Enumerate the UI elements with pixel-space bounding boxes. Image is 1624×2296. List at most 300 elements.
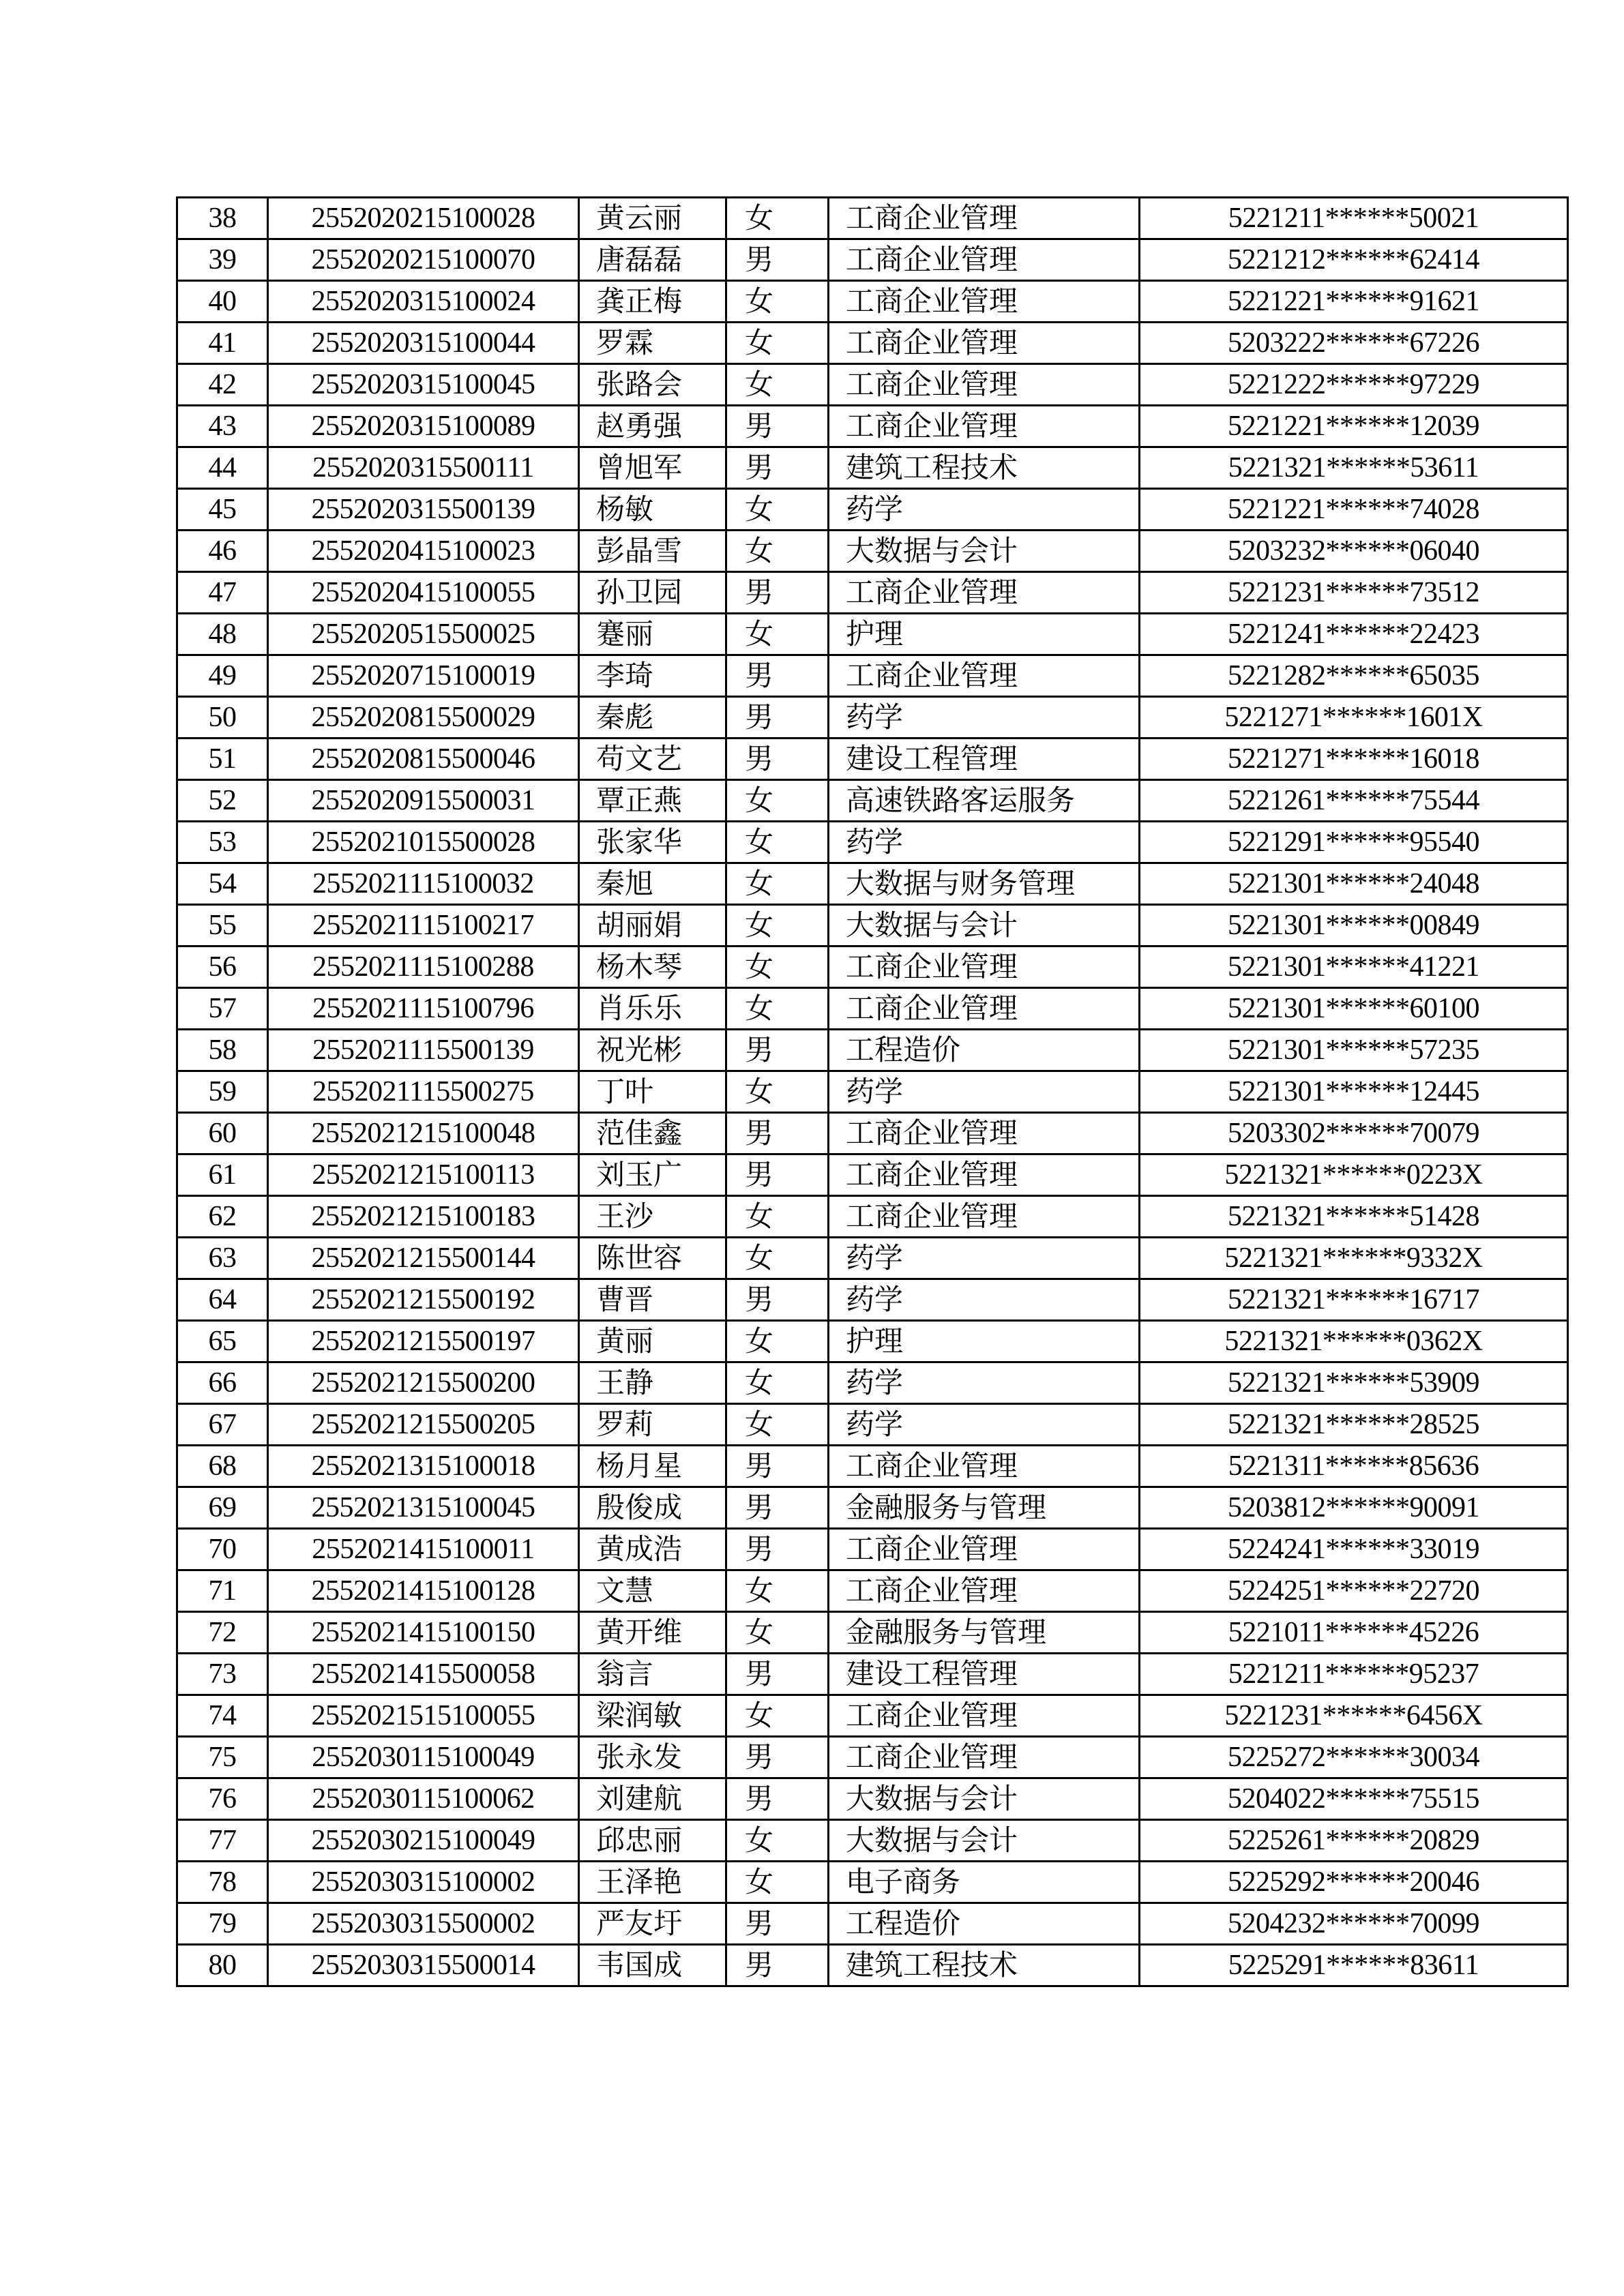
student-id-cell: 2552030115100062: [268, 1778, 579, 1820]
sex-cell: 男: [726, 1903, 829, 1945]
student-id-cell: 2552021115100217: [268, 905, 579, 946]
name-cell: 赵勇强: [579, 406, 726, 447]
row-number-cell: 71: [177, 1570, 268, 1612]
id-number-cell: 5221301******12445: [1140, 1071, 1568, 1113]
row-number-cell: 58: [177, 1030, 268, 1071]
student-id-cell: 2552021115100032: [268, 863, 579, 905]
table-row: [177, 1612, 1568, 1654]
sex-cell: 男: [726, 406, 829, 447]
table-row: [177, 1737, 1568, 1778]
major-cell: 建设工程管理: [829, 739, 1140, 780]
major-cell: 工程造价: [829, 1030, 1140, 1071]
student-id-cell: 2552021415100150: [268, 1612, 579, 1654]
id-number-cell: 5221311******85636: [1140, 1446, 1568, 1487]
student-roster-table: [176, 196, 1569, 1987]
id-number-cell: 5225272******30034: [1140, 1737, 1568, 1778]
name-cell: 刘玉广: [579, 1154, 726, 1196]
sex-cell: 男: [726, 572, 829, 614]
student-id-cell: 2552030315100002: [268, 1862, 579, 1903]
student-id-cell: 2552021315100045: [268, 1487, 579, 1529]
major-cell: 大数据与会计: [829, 1778, 1140, 1820]
major-cell: 金融服务与管理: [829, 1487, 1140, 1529]
table-row: [177, 1862, 1568, 1903]
student-id-cell: 2552030315500002: [268, 1903, 579, 1945]
major-cell: 工商企业管理: [829, 1154, 1140, 1196]
student-id-cell: 2552020315500111: [268, 447, 579, 489]
sex-cell: 女: [726, 1695, 829, 1737]
major-cell: 建筑工程技术: [829, 447, 1140, 489]
row-number-cell: 54: [177, 863, 268, 905]
id-number-cell: 5221261******75544: [1140, 780, 1568, 822]
id-number-cell: 5203812******90091: [1140, 1487, 1568, 1529]
student-id-cell: 2552021115100288: [268, 946, 579, 988]
name-cell: 严友圩: [579, 1903, 726, 1945]
id-number-cell: 5221011******45226: [1140, 1612, 1568, 1654]
sex-cell: 男: [726, 239, 829, 281]
student-id-cell: 2552030115100049: [268, 1737, 579, 1778]
name-cell: 张路会: [579, 364, 726, 406]
sex-cell: 女: [726, 905, 829, 946]
sex-cell: 女: [726, 1404, 829, 1446]
row-number-cell: 80: [177, 1945, 268, 1986]
name-cell: 范佳鑫: [579, 1113, 726, 1154]
name-cell: 王沙: [579, 1196, 726, 1238]
name-cell: 秦旭: [579, 863, 726, 905]
sex-cell: 女: [726, 1570, 829, 1612]
table-row: [177, 1654, 1568, 1695]
name-cell: 陈世容: [579, 1238, 726, 1279]
table-row: [177, 1362, 1568, 1404]
id-number-cell: 5203222******67226: [1140, 323, 1568, 364]
table-row: [177, 1196, 1568, 1238]
major-cell: 工商企业管理: [829, 1737, 1140, 1778]
table-row: [177, 1321, 1568, 1362]
id-number-cell: 5221321******0362X: [1140, 1321, 1568, 1362]
student-id-cell: 2552020315500139: [268, 489, 579, 531]
sex-cell: 男: [726, 697, 829, 739]
major-cell: 护理: [829, 1321, 1140, 1362]
student-id-cell: 2552021215100048: [268, 1113, 579, 1154]
major-cell: 工程造价: [829, 1903, 1140, 1945]
table-row: [177, 1529, 1568, 1570]
row-number-cell: 70: [177, 1529, 268, 1570]
name-cell: 龚正梅: [579, 281, 726, 323]
name-cell: 梁润敏: [579, 1695, 726, 1737]
row-number-cell: 73: [177, 1654, 268, 1695]
table-row: [177, 988, 1568, 1030]
student-id-cell: 2552020415100023: [268, 531, 579, 572]
table-row: [177, 531, 1568, 572]
table-row: [177, 1903, 1568, 1945]
row-number-cell: 50: [177, 697, 268, 739]
name-cell: 翁言: [579, 1654, 726, 1695]
row-number-cell: 69: [177, 1487, 268, 1529]
row-number-cell: 53: [177, 822, 268, 863]
id-number-cell: 5221321******0223X: [1140, 1154, 1568, 1196]
major-cell: 大数据与财务管理: [829, 863, 1140, 905]
major-cell: 工商企业管理: [829, 364, 1140, 406]
table-row: [177, 406, 1568, 447]
major-cell: 药学: [829, 1238, 1140, 1279]
major-cell: 大数据与会计: [829, 905, 1140, 946]
major-cell: 建筑工程技术: [829, 1945, 1140, 1986]
sex-cell: 女: [726, 1820, 829, 1862]
table-row: [177, 739, 1568, 780]
sex-cell: 男: [726, 739, 829, 780]
id-number-cell: 5221321******53909: [1140, 1362, 1568, 1404]
row-number-cell: 79: [177, 1903, 268, 1945]
table-row: [177, 614, 1568, 655]
table-row: [177, 1404, 1568, 1446]
name-cell: 秦彪: [579, 697, 726, 739]
row-number-cell: 63: [177, 1238, 268, 1279]
table-row: [177, 1570, 1568, 1612]
sex-cell: 女: [726, 988, 829, 1030]
sex-cell: 女: [726, 323, 829, 364]
name-cell: 张永发: [579, 1737, 726, 1778]
row-number-cell: 77: [177, 1820, 268, 1862]
name-cell: 丁叶: [579, 1071, 726, 1113]
name-cell: 唐磊磊: [579, 239, 726, 281]
id-number-cell: 5221321******28525: [1140, 1404, 1568, 1446]
major-cell: 工商企业管理: [829, 1695, 1140, 1737]
table-row: [177, 1279, 1568, 1321]
sex-cell: 男: [726, 1154, 829, 1196]
id-number-cell: 5221271******16018: [1140, 739, 1568, 780]
student-id-cell: 2552030315500014: [268, 1945, 579, 1986]
table-row: [177, 1071, 1568, 1113]
id-number-cell: 5221221******91621: [1140, 281, 1568, 323]
name-cell: 罗莉: [579, 1404, 726, 1446]
sex-cell: 女: [726, 1612, 829, 1654]
table-row: [177, 572, 1568, 614]
major-cell: 高速铁路客运服务: [829, 780, 1140, 822]
id-number-cell: 5204022******75515: [1140, 1778, 1568, 1820]
name-cell: 彭晶雪: [579, 531, 726, 572]
id-number-cell: 5221301******41221: [1140, 946, 1568, 988]
student-id-cell: 2552020515500025: [268, 614, 579, 655]
major-cell: 工商企业管理: [829, 323, 1140, 364]
table-row: [177, 281, 1568, 323]
row-number-cell: 76: [177, 1778, 268, 1820]
row-number-cell: 51: [177, 739, 268, 780]
sex-cell: 女: [726, 822, 829, 863]
id-number-cell: 5225261******20829: [1140, 1820, 1568, 1862]
major-cell: 工商企业管理: [829, 406, 1140, 447]
id-number-cell: 5221231******6456X: [1140, 1695, 1568, 1737]
table-row: [177, 1695, 1568, 1737]
student-id-cell: 2552020815500029: [268, 697, 579, 739]
major-cell: 大数据与会计: [829, 1820, 1140, 1862]
id-number-cell: 5204232******70099: [1140, 1903, 1568, 1945]
student-id-cell: 2552030215100049: [268, 1820, 579, 1862]
name-cell: 黄开维: [579, 1612, 726, 1654]
student-id-cell: 2552020215100028: [268, 198, 579, 239]
student-id-cell: 2552020315100045: [268, 364, 579, 406]
name-cell: 邱忠丽: [579, 1820, 726, 1862]
name-cell: 黄成浩: [579, 1529, 726, 1570]
id-number-cell: 5221212******62414: [1140, 239, 1568, 281]
row-number-cell: 64: [177, 1279, 268, 1321]
name-cell: 杨月星: [579, 1446, 726, 1487]
sex-cell: 男: [726, 1654, 829, 1695]
sex-cell: 男: [726, 447, 829, 489]
major-cell: 工商企业管理: [829, 1196, 1140, 1238]
row-number-cell: 78: [177, 1862, 268, 1903]
table-row: [177, 780, 1568, 822]
name-cell: 黄云丽: [579, 198, 726, 239]
sex-cell: 女: [726, 531, 829, 572]
student-id-cell: 2552021215500197: [268, 1321, 579, 1362]
sex-cell: 女: [726, 1071, 829, 1113]
name-cell: 苟文艺: [579, 739, 726, 780]
name-cell: 杨敏: [579, 489, 726, 531]
table-row: [177, 1446, 1568, 1487]
sex-cell: 男: [726, 1446, 829, 1487]
major-cell: 工商企业管理: [829, 988, 1140, 1030]
row-number-cell: 43: [177, 406, 268, 447]
major-cell: 工商企业管理: [829, 655, 1140, 697]
name-cell: 蹇丽: [579, 614, 726, 655]
sex-cell: 女: [726, 1362, 829, 1404]
id-number-cell: 5221241******22423: [1140, 614, 1568, 655]
student-id-cell: 2552021215100183: [268, 1196, 579, 1238]
row-number-cell: 46: [177, 531, 268, 572]
table-row: [177, 239, 1568, 281]
id-number-cell: 5221301******60100: [1140, 988, 1568, 1030]
id-number-cell: 5203302******70079: [1140, 1113, 1568, 1154]
table-row: [177, 1487, 1568, 1529]
major-cell: 药学: [829, 1279, 1140, 1321]
name-cell: 罗霖: [579, 323, 726, 364]
major-cell: 药学: [829, 697, 1140, 739]
major-cell: 工商企业管理: [829, 1570, 1140, 1612]
id-number-cell: 5221221******12039: [1140, 406, 1568, 447]
name-cell: 覃正燕: [579, 780, 726, 822]
major-cell: 护理: [829, 614, 1140, 655]
student-id-cell: 2552021215500144: [268, 1238, 579, 1279]
student-id-cell: 2552020815500046: [268, 739, 579, 780]
name-cell: 王泽艳: [579, 1862, 726, 1903]
sex-cell: 男: [726, 1945, 829, 1986]
major-cell: 药学: [829, 489, 1140, 531]
sex-cell: 女: [726, 946, 829, 988]
major-cell: 工商企业管理: [829, 1529, 1140, 1570]
row-number-cell: 55: [177, 905, 268, 946]
student-id-cell: 2552021015500028: [268, 822, 579, 863]
student-id-cell: 2552021115500139: [268, 1030, 579, 1071]
row-number-cell: 49: [177, 655, 268, 697]
row-number-cell: 48: [177, 614, 268, 655]
table-row: [177, 863, 1568, 905]
sex-cell: 女: [726, 1862, 829, 1903]
id-number-cell: 5221211******50021: [1140, 198, 1568, 239]
student-id-cell: 2552021215100113: [268, 1154, 579, 1196]
major-cell: 工商企业管理: [829, 281, 1140, 323]
name-cell: 曾旭军: [579, 447, 726, 489]
row-number-cell: 60: [177, 1113, 268, 1154]
id-number-cell: 5225291******83611: [1140, 1945, 1568, 1986]
row-number-cell: 72: [177, 1612, 268, 1654]
id-number-cell: 5221321******51428: [1140, 1196, 1568, 1238]
row-number-cell: 75: [177, 1737, 268, 1778]
row-number-cell: 67: [177, 1404, 268, 1446]
student-id-cell: 2552020315100044: [268, 323, 579, 364]
table-row: [177, 447, 1568, 489]
table-row: [177, 655, 1568, 697]
name-cell: 刘建航: [579, 1778, 726, 1820]
sex-cell: 女: [726, 489, 829, 531]
id-number-cell: 5221291******95540: [1140, 822, 1568, 863]
sex-cell: 女: [726, 198, 829, 239]
sex-cell: 男: [726, 655, 829, 697]
sex-cell: 女: [726, 863, 829, 905]
id-number-cell: 5221211******95237: [1140, 1654, 1568, 1695]
row-number-cell: 52: [177, 780, 268, 822]
student-id-cell: 2552021415500058: [268, 1654, 579, 1695]
name-cell: 祝光彬: [579, 1030, 726, 1071]
row-number-cell: 74: [177, 1695, 268, 1737]
id-number-cell: 5225292******20046: [1140, 1862, 1568, 1903]
table-row: [177, 323, 1568, 364]
table-row: [177, 822, 1568, 863]
id-number-cell: 5221301******00849: [1140, 905, 1568, 946]
name-cell: 张家华: [579, 822, 726, 863]
id-number-cell: 5221231******73512: [1140, 572, 1568, 614]
sex-cell: 男: [726, 1030, 829, 1071]
student-id-cell: 2552020715100019: [268, 655, 579, 697]
student-id-cell: 2552021215500200: [268, 1362, 579, 1404]
id-number-cell: 5224251******22720: [1140, 1570, 1568, 1612]
student-id-cell: 2552021215500192: [268, 1279, 579, 1321]
id-number-cell: 5221321******53611: [1140, 447, 1568, 489]
sex-cell: 女: [726, 1196, 829, 1238]
student-id-cell: 2552021415100011: [268, 1529, 579, 1570]
sex-cell: 女: [726, 614, 829, 655]
sex-cell: 男: [726, 1778, 829, 1820]
id-number-cell: 5221222******97229: [1140, 364, 1568, 406]
sex-cell: 男: [726, 1113, 829, 1154]
row-number-cell: 44: [177, 447, 268, 489]
student-id-cell: 2552021115500275: [268, 1071, 579, 1113]
id-number-cell: 5221271******1601X: [1140, 697, 1568, 739]
table-row: [177, 1113, 1568, 1154]
row-number-cell: 38: [177, 198, 268, 239]
name-cell: 文慧: [579, 1570, 726, 1612]
sex-cell: 女: [726, 364, 829, 406]
sex-cell: 男: [726, 1737, 829, 1778]
row-number-cell: 65: [177, 1321, 268, 1362]
major-cell: 工商企业管理: [829, 572, 1140, 614]
major-cell: 药学: [829, 1362, 1140, 1404]
sex-cell: 男: [726, 1529, 829, 1570]
student-id-cell: 2552020215100070: [268, 239, 579, 281]
student-id-cell: 2552021215500205: [268, 1404, 579, 1446]
id-number-cell: 5221321******16717: [1140, 1279, 1568, 1321]
sex-cell: 男: [726, 1279, 829, 1321]
major-cell: 工商企业管理: [829, 1113, 1140, 1154]
sex-cell: 女: [726, 780, 829, 822]
major-cell: 药学: [829, 1404, 1140, 1446]
name-cell: 韦国成: [579, 1945, 726, 1986]
student-id-cell: 2552020315100089: [268, 406, 579, 447]
major-cell: 电子商务: [829, 1862, 1140, 1903]
row-number-cell: 45: [177, 489, 268, 531]
roster-body: [177, 198, 1568, 1986]
name-cell: 黄丽: [579, 1321, 726, 1362]
table-row: [177, 1945, 1568, 1986]
major-cell: 药学: [829, 1071, 1140, 1113]
id-number-cell: 5224241******33019: [1140, 1529, 1568, 1570]
table-row: [177, 364, 1568, 406]
row-number-cell: 56: [177, 946, 268, 988]
student-id-cell: 2552020915500031: [268, 780, 579, 822]
major-cell: 工商企业管理: [829, 1446, 1140, 1487]
name-cell: 孙卫园: [579, 572, 726, 614]
table-row: [177, 905, 1568, 946]
id-number-cell: 5221321******9332X: [1140, 1238, 1568, 1279]
major-cell: 金融服务与管理: [829, 1612, 1140, 1654]
sex-cell: 女: [726, 1321, 829, 1362]
table-row: [177, 697, 1568, 739]
row-number-cell: 41: [177, 323, 268, 364]
student-id-cell: 2552020415100055: [268, 572, 579, 614]
row-number-cell: 68: [177, 1446, 268, 1487]
row-number-cell: 40: [177, 281, 268, 323]
row-number-cell: 61: [177, 1154, 268, 1196]
name-cell: 李琦: [579, 655, 726, 697]
id-number-cell: 5221301******24048: [1140, 863, 1568, 905]
sex-cell: 男: [726, 1487, 829, 1529]
table-row: [177, 489, 1568, 531]
row-number-cell: 39: [177, 239, 268, 281]
major-cell: 工商企业管理: [829, 946, 1140, 988]
id-number-cell: 5221301******57235: [1140, 1030, 1568, 1071]
major-cell: 工商企业管理: [829, 198, 1140, 239]
row-number-cell: 42: [177, 364, 268, 406]
table-row: [177, 946, 1568, 988]
row-number-cell: 59: [177, 1071, 268, 1113]
name-cell: 曹晋: [579, 1279, 726, 1321]
student-id-cell: 2552021115100796: [268, 988, 579, 1030]
table-row: [177, 198, 1568, 239]
id-number-cell: 5221221******74028: [1140, 489, 1568, 531]
student-id-cell: 2552021415100128: [268, 1570, 579, 1612]
table-row: [177, 1820, 1568, 1862]
table-row: [177, 1154, 1568, 1196]
name-cell: 王静: [579, 1362, 726, 1404]
major-cell: 建设工程管理: [829, 1654, 1140, 1695]
student-id-cell: 2552021315100018: [268, 1446, 579, 1487]
sex-cell: 女: [726, 1238, 829, 1279]
sex-cell: 女: [726, 281, 829, 323]
table-row: [177, 1778, 1568, 1820]
student-id-cell: 2552020315100024: [268, 281, 579, 323]
row-number-cell: 62: [177, 1196, 268, 1238]
id-number-cell: 5203232******06040: [1140, 531, 1568, 572]
major-cell: 工商企业管理: [829, 239, 1140, 281]
table-row: [177, 1238, 1568, 1279]
table-row: [177, 1030, 1568, 1071]
name-cell: 肖乐乐: [579, 988, 726, 1030]
student-id-cell: 2552021515100055: [268, 1695, 579, 1737]
name-cell: 殷俊成: [579, 1487, 726, 1529]
row-number-cell: 47: [177, 572, 268, 614]
name-cell: 胡丽娟: [579, 905, 726, 946]
major-cell: 大数据与会计: [829, 531, 1140, 572]
row-number-cell: 57: [177, 988, 268, 1030]
major-cell: 药学: [829, 822, 1140, 863]
